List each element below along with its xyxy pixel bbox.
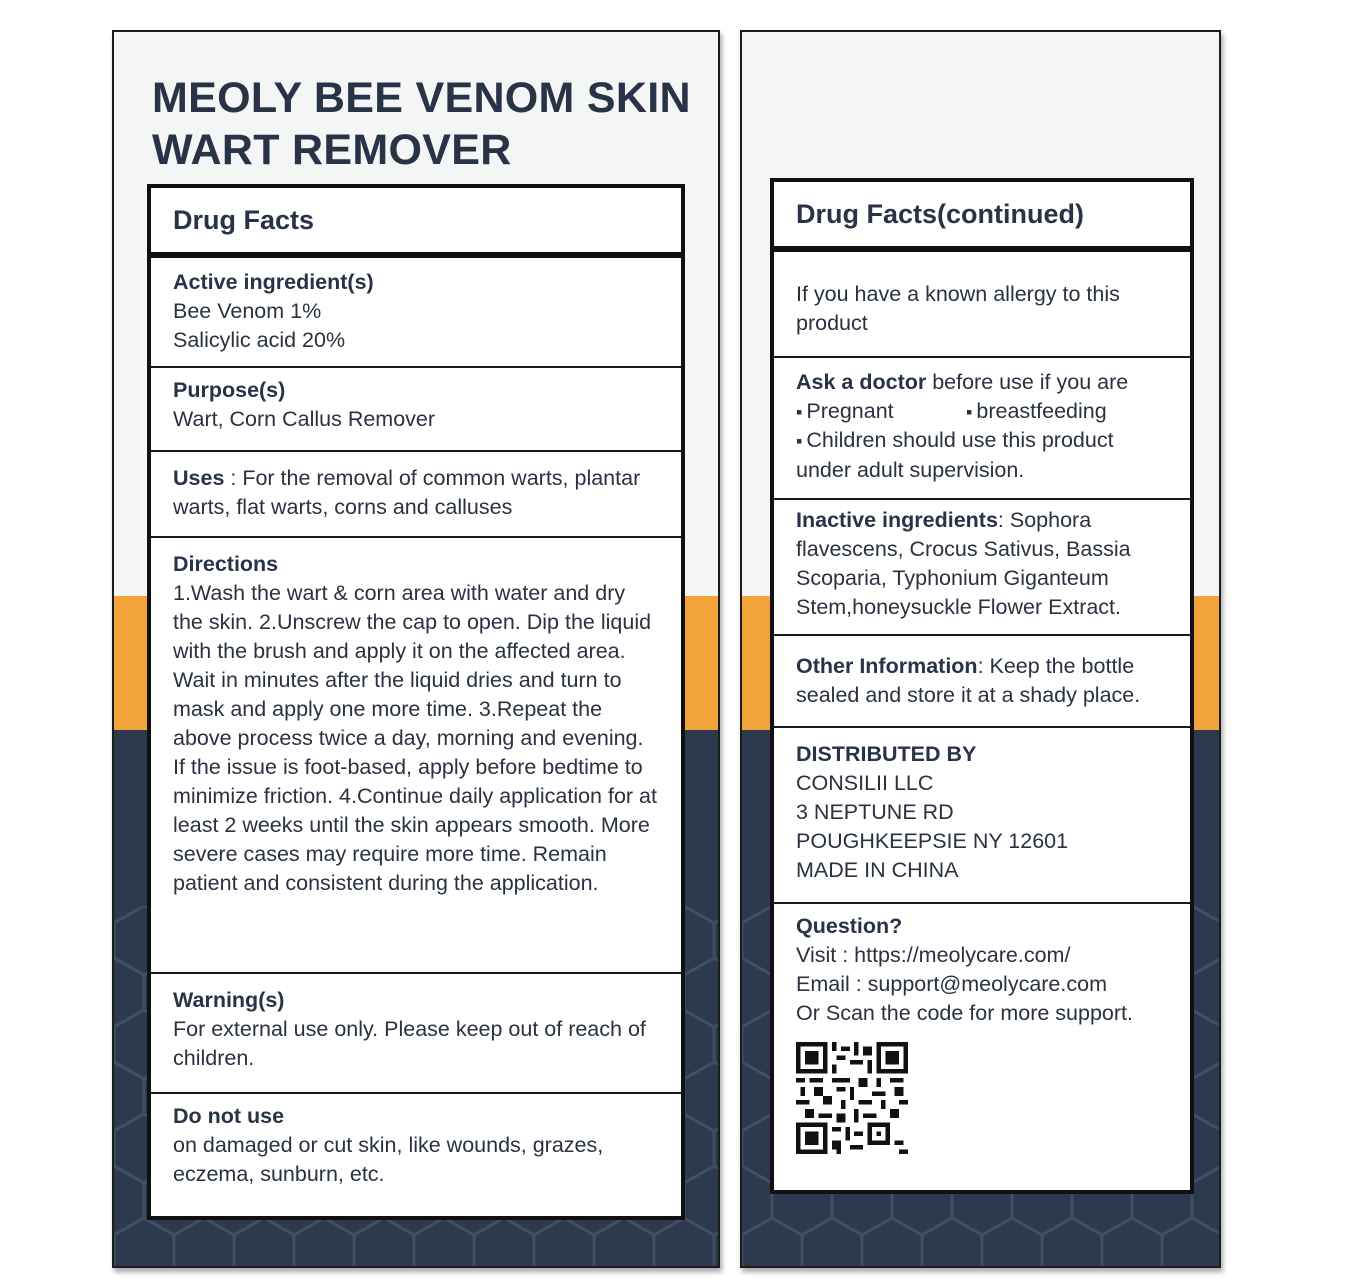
visit-link[interactable]: Visit : https://meolycare.com/ xyxy=(796,943,1071,967)
active-ingredients-section: Active ingredient(s) Bee Venom 1% Salicylic acid 20% xyxy=(151,258,681,368)
inactive-ingredients-section: Inactive ingredients: Sophora flavescens, Crocus Sativus, Bassia Scoparia, Typhonium Giganteum Stem,honeysuckle Flower Extract. xyxy=(774,500,1190,636)
warnings-section: Warning(s) For external use only. Please keep out of reach of children. xyxy=(151,974,681,1094)
do-not-use-section: Do not use on damaged or cut skin, like wounds, grazes, eczema, sunburn, etc. xyxy=(173,1104,604,1186)
qr-code-icon[interactable] xyxy=(796,1042,908,1154)
drug-facts-continued-heading: Drug Facts(continued) xyxy=(774,182,1190,252)
directions-section: Directions 1.Wash the wart & corn area with water and dry the skin. 2.Unscrew the cap to open. Dip the liquid with the brush and apply it on the affected area. Wait in minutes after the liquid dries and turn to mask and apply one more time. 3.Repeat the above process twice a day, morning and evening. If the issue is foot-based, apply before bedtime to minimize friction. 4.Continue daily application for at least 2 weeks until the skin appears smooth. More severe cases may require more time. Remain patient and consistent during the application. xyxy=(151,538,681,974)
uses-section: Uses : For the removal of common warts, plantar warts, flat warts, corns and calluses xyxy=(151,452,681,538)
question-section: Question? Visit : https://meolycare.com/ Email : support@meolycare.com Or Scan the code for more support. xyxy=(774,904,1190,1162)
other-information-section: Other Information: Keep the bottle sealed and store it at a shady place. xyxy=(774,636,1190,728)
drug-facts-continued-box xyxy=(770,178,1194,1194)
drug-facts-box xyxy=(147,184,685,1220)
purposes-section: Purpose(s) Wart, Corn Callus Remover xyxy=(151,368,681,452)
allergy-section: If you have a known allergy to this product xyxy=(774,252,1190,358)
label-panel-back xyxy=(740,30,1221,1268)
email-link[interactable]: Email : support@meolycare.com xyxy=(796,972,1107,996)
bullet-children: ▪ Children should use this product under adult supervision. xyxy=(796,426,1168,484)
label-panel-front xyxy=(112,30,720,1268)
drug-facts-heading: Drug Facts xyxy=(151,188,681,258)
product-title: MEOLY BEE VENOM SKIN WART REMOVER xyxy=(152,74,691,174)
bullet-breastfeeding: ▪ breastfeeding xyxy=(966,399,1107,423)
distributed-by-section: DISTRIBUTED BY CONSILII LLC 3 NEPTUNE RD POUGHKEEPSIE NY 12601 MADE IN CHINA xyxy=(774,728,1190,904)
ask-doctor-section: Ask a doctor before use if you are ▪ Pregnant ▪ breastfeeding ▪ Children should use this product under adult supervision. xyxy=(774,358,1190,500)
bullet-pregnant: ▪ Pregnant xyxy=(796,397,966,427)
